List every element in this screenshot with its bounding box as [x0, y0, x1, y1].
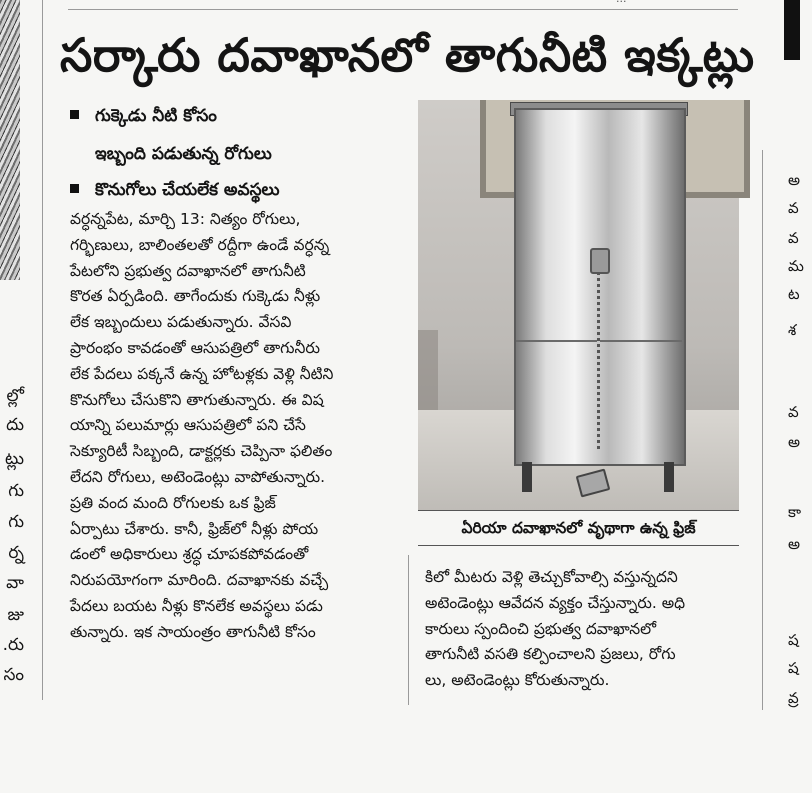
fragment-line: వా [6, 573, 24, 593]
bullet-continuation: ఇబ్బంది పడుతున్న రోగులు [95, 144, 272, 164]
fragment-line: దు [6, 415, 24, 435]
body-line: యాన్ని పలుమార్లు ఆసుపత్రిలో పని చేసే [70, 416, 306, 435]
steel-water-cooler [514, 108, 686, 466]
column-divider [762, 150, 763, 710]
fragment-line: వ్ర [788, 689, 799, 707]
photo-caption: ఏరియా దవాఖానలో వృథాగా ఉన్న ఫ్రిజ్ [418, 510, 739, 546]
body-line: లు, అటెండెంట్లు కోరుతున్నారు. [425, 671, 610, 690]
bullet-square-icon [70, 110, 79, 119]
adjacent-photo-fragment [0, 0, 20, 280]
body-line: ప్రారంభం కావడంతో ఆసుపత్రిలో తాగునీరు [70, 338, 320, 357]
body-line: వర్ధన్నపేట, మార్చి 13: నిత్యం రోగులు, [70, 210, 301, 228]
body-line: తున్నారు. ఇక సాయంత్రం తాగునీటి కోసం [70, 622, 316, 641]
left-column-fragment [0, 0, 26, 793]
fragment-line: జు [7, 605, 24, 625]
body-line: పేదలు బయట నీళ్లు కొనలేక అవస్థలు పడు [70, 596, 323, 615]
body-line: గర్భిణులు, బాలింతలతో రద్దీగా ఉండే వర్ధన్న [70, 235, 330, 254]
body-line: లేక ఇబ్బందులు పడుతున్నారు. వేసవి [70, 313, 292, 332]
bullet-point [70, 174, 410, 206]
body-line: నిరుపయోగంగా మారింది. దవాఖానకు వచ్చే [70, 571, 329, 590]
right-column-fragment [762, 0, 804, 793]
fragment-line: ల్లో [6, 386, 24, 406]
body-line: తాగునీటి వసతి కల్పించాలని ప్రజలు, రోగు [425, 645, 676, 664]
body-line: లేదని రోగులు, అటెండెంట్లు వాపోతున్నారు. [70, 467, 326, 486]
body-line: లేక పేదలు పక్కనే ఉన్న హోటళ్లకు వెళ్లి నీటిని [70, 364, 334, 383]
body-line: అటెండెంట్లు ఆవేదన వ్యక్తం చేస్తున్నారు. అధి [425, 593, 686, 612]
body-line: ఏర్పాటు చేశారు. కానీ, ఫ్రిజ్‌లో నీళ్లు పోయ [70, 519, 319, 538]
fragment-line: ష [788, 631, 799, 649]
black-bar [784, 0, 800, 60]
bullet-square-icon [70, 184, 79, 193]
top-cut-text [616, 0, 627, 5]
fragment-line: వ [788, 199, 799, 217]
fragment-line: ష [788, 659, 799, 677]
fragment-line: ట్లు [4, 449, 24, 469]
chain [597, 272, 600, 450]
water-cooler-photo [418, 100, 739, 510]
headline: సర్కారు దవాఖానలో తాగునీటి ఇక్కట్లు [60, 28, 755, 82]
fragment-line: ర్న [8, 543, 24, 563]
body-line: డంలో అధికారులు శ్రద్ధ చూపకపోవడంతో [70, 545, 309, 564]
article-body-left [70, 207, 398, 646]
fragment-line: ట [788, 285, 800, 303]
body-line: కొరత ఏర్పడింది. తాగేందుకు గుక్కెడు నీళ్లు [70, 287, 321, 306]
bullet-text: గుక్కెడు నీటి కోసం [95, 106, 217, 126]
body-line: కారులు స్పందించి ప్రభుత్వ దవాఖానలో [425, 619, 657, 638]
fragment-line: అ [788, 535, 801, 553]
fragment-line: వ [788, 229, 799, 247]
fragment-line: శ [788, 321, 797, 339]
fragment-line: అ [788, 171, 801, 189]
fragment-line: మ [788, 257, 804, 275]
bullet-point [70, 100, 410, 132]
body-line: సెక్యూరిటీ సిబ్బంది, డాక్టర్లకు చెప్పినా ఫలితం [70, 442, 333, 461]
bullet-text: కొనుగోలు చేయలేక అవస్థలు [95, 180, 280, 200]
fragment-line: సం [3, 665, 24, 685]
body-line: ప్రతి వంద మంది రోగులకు ఒక ఫ్రిజ్ [70, 493, 276, 512]
fragment-line: వ [788, 403, 799, 421]
article-body-right [425, 565, 745, 694]
fragment-line: కా [788, 503, 802, 521]
tap-icon [590, 248, 610, 274]
column-divider [408, 555, 409, 705]
fragment-line: గు [8, 481, 24, 501]
body-line: పేటలోని ప్రభుత్వ దవాఖానలో తాగునీటి [70, 261, 306, 280]
top-rule [68, 9, 738, 10]
column-divider [42, 0, 43, 700]
fragment-line: గు [8, 512, 24, 532]
fragment-line: రు. [2, 635, 24, 655]
fragment-line: అ [788, 433, 801, 451]
body-line: కిలో మీటరు వెళ్లి తెచ్చుకోవాల్సి వస్తున్నదని [425, 568, 678, 586]
body-line: కొనుగోలు చేసుకొని తాగుతున్నారు. ఈ విష [70, 390, 324, 409]
